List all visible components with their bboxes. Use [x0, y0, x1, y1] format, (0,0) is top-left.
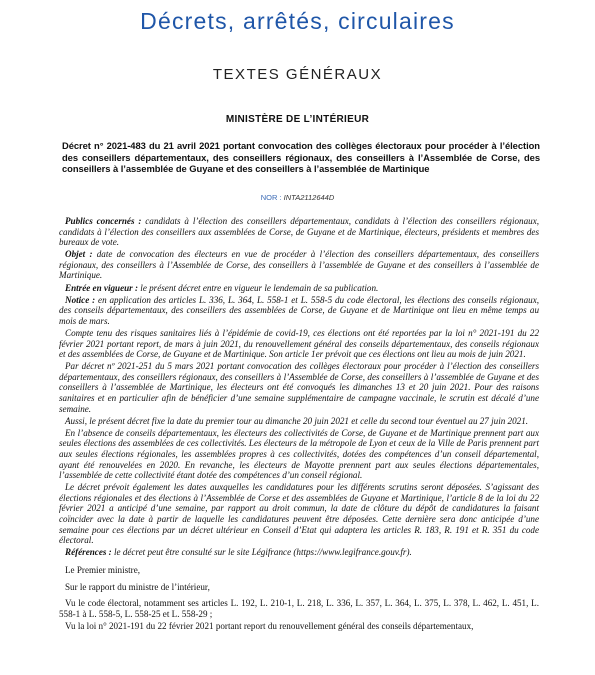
- references-label: Références :: [65, 547, 112, 558]
- publics-paragraph: [59, 216, 539, 248]
- rapport-line: Sur le rapport du ministre de l’intérieur,: [65, 581, 210, 592]
- entree-paragraph: [59, 283, 539, 294]
- ministry-name: MINISTÈRE DE L’INTÉRIEUR: [225, 114, 370, 125]
- decree-title: Décret n° 2021-483 du 21 avril 2021 portant convocation des collèges électoraux pour procéder à l’élection des conseillers départementaux, des conseillers régionaux, des conseillers à l’Assemblée de Corse, des conseillers à l’assemblée de Guyane et des conseillers à l’assemblée de Martinique: [62, 140, 540, 175]
- objet-paragraph: [59, 249, 539, 281]
- aussi-paragraph: Aussi, le présent décret fixe la date du premier tour au dimanche 20 juin 2021 et celle du second tour éventuel au 27 juin 2021.: [65, 415, 529, 426]
- notice-paragraph: [59, 295, 539, 327]
- covid-paragraph: Compte tenu des risques sanitaires liés à l’épidémie de covid-19, ces élections ont été reportées par la loi n° 2021-191 du 22 février 2021 portant report, de mars à juin 2021, du renouvellement général des conseils départementaux, des conseils régionaux et des assemblées de Corse, de Guyane et de Martinique. Son article 1er prévoit que ces élections ont lieu au mois de juin 2021.: [59, 327, 539, 360]
- objet-label: Objet :: [65, 249, 93, 260]
- publics-label: Publics concernés :: [65, 216, 142, 226]
- decree-body: [59, 216, 539, 638]
- objet-text: date de convocation des électeurs en vue de procéder à l’élection des conseillers départementaux, des conseillers régionaux, des conseillers à l’Assemblée de Corse, des conseillers à l’assemblée de Guyane et des conseillers à l’assemblée de Martinique.: [59, 249, 540, 281]
- absence-paragraph: En l’absence de conseils départementaux, les électeurs des collectivités de Corse, de Guyane et de Martinique prennent part aux seules élections des assemblées de ces collectivités. Les électeurs de la métropole de Lyon et ceux de la Ville de Paris prennent part aux seules élections régionales, les assemblées propres à ces collectivités, dotées des compétences d’un conseil départemental, ayant été renouvelées en 2020. En revanche, les électeurs de Mayotte prennent part aux seules élections départementales, l’assemblée de cette collectivité étant dotée des compétences d’un conseil régional.: [59, 427, 539, 481]
- entree-label: Entrée en vigueur :: [65, 282, 139, 293]
- publics-text: candidats à l’élection des conseillers départementaux, candidats à l’élection des conseillers régionaux, candidats à l’élection des conseillers aux assemblées de Corse, de Guyane et de Martinique, électeurs, présidents et membres des bureaux de vote.: [59, 216, 540, 248]
- section-title: TEXTES GÉNÉRAUX: [212, 66, 383, 83]
- notice-label: Notice :: [65, 294, 96, 305]
- entree-text: le présent décret entre en vigueur le lendemain de sa publication.: [138, 282, 379, 293]
- nor-label: NOR :: [260, 193, 282, 202]
- references-paragraph: [59, 547, 539, 558]
- nor-code: INTA2112644D: [283, 193, 335, 202]
- notice-text: en application des articles L. 336, L. 364, L. 558-1 et L. 558-5 du code électoral, les élections des conseils régionaux, des conseils départementaux, des conseillers des assemblées de Corse, de Guyane et de Martinique ont lieu en même temps au mois de mars.: [59, 294, 539, 326]
- premier-ministre: Le Premier ministre,: [65, 564, 141, 575]
- nor-reference: [0, 193, 595, 202]
- vu-loi-paragraph: Vu la loi n° 2021-191 du 22 février 2021 portant report du renouvellement général des conseils départementaux,: [65, 621, 474, 632]
- rubric-title: Décrets, arrêtés, circulaires: [140, 8, 455, 34]
- vu-code-paragraph: Vu le code électoral, notamment ses articles L. 192, L. 210-1, L. 218, L. 336, L. 357, L. 364, L. 375, L. 378, L. 462, L. 451, L. 558-1 à L. 558-5, L. 558-25 et L. 558-29 ;: [59, 598, 539, 619]
- prevoit-paragraph: Le décret prévoit également les dates auxquelles les candidatures pour les différents scrutins seront déposées. S’agissant des élections régionales et des élections à l’Assemblée de Corse et des assemblées de Guyane et Martinique, l’article 8 de la loi du 22 février 2021 a anticipé d’une semaine, par rapport au droit commun, la date de clôture du dépôt de candidatures la faisant coïncider avec la date à partir de laquelle les candidatures peuvent être déposées. Cette dernière sera donc anticipée d’une semaine pour ces élections par un décret ultérieur en Conseil d’Etat qui adaptera les articles R. 183, R. 191 et R. 351 du code électoral.: [59, 482, 539, 546]
- references-text: le décret peut être consulté sur le site Légifrance (https://www.legifrance.gouv.fr).: [111, 547, 412, 558]
- decret-paragraph: Par décret nº 2021-251 du 5 mars 2021 portant convocation des collèges électoraux pour procéder à l’élection des conseillers départementaux, des conseillers régionaux, des conseillers à l’Assemblée de Corse, des conseillers à l’assemblée de Guyane et des conseillers à l’assemblée de Martinique, les électeurs ont été convoqués les dimanches 13 et 20 juin 2021. Pour des raisons sanitaires et en particulier afin de bénéficier d’une semaine supplémentaire de campagne vaccinale, le scrutin est décalé d’une semaine.: [59, 361, 539, 414]
